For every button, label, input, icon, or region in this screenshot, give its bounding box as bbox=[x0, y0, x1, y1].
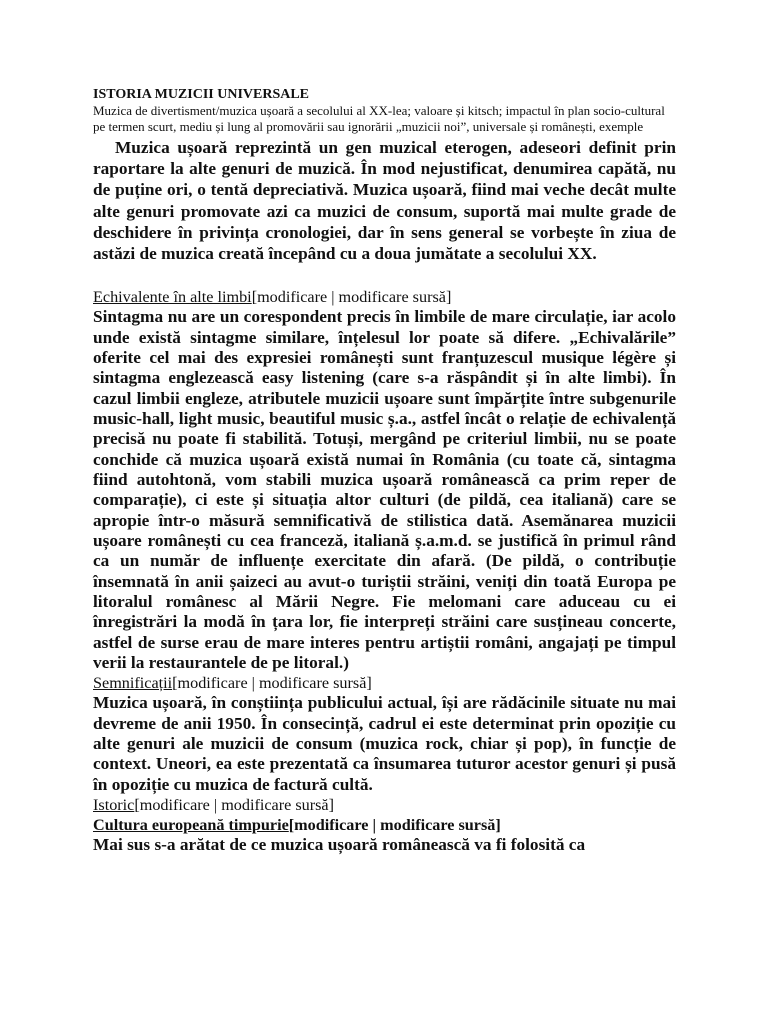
intro-paragraph: Muzica ușoară reprezintă un gen muzical eterogen, adeseori definit prin raportare la alte genuri de muzică. În mod nejustificat, denumirea capătă, nu de puține ori, o tentă depreciativă. Muzica ușoară, fiind mai veche decât multe alte genuri promovate azi ca muzici de consum, suportă mai multe grade de deschidere în privința cronologiei, dar în sens general se vorbește în ziua de astăzi de muzica creată începând cu a doua jumătate a secolului XX. bbox=[93, 138, 676, 264]
section-body-semnificatii: Muzica ușoară, în conștiința publicului actual, își are rădăcinile situate nu mai devreme de anii 1950. În consecință, cadrul ei este determinat prin opoziție cu alte genuri ale muzicii de consum (muzica rock, chiar și pop), în funcție de context. Uneori, ea este prezentată ca însumarea tuturor acestor genuri și pusă în opoziție cu muzica de factură cultă. bbox=[93, 693, 676, 794]
section-heading-istoric bbox=[93, 795, 676, 815]
section-heading-semnificatii bbox=[93, 673, 676, 693]
document-body bbox=[93, 86, 676, 855]
document-subtitle: Muzica de divertisment/muzica ușoară a secolului al XX-lea; valoare și kitsch; impactul în plan socio-cultural pe termen scurt, mediu și lung al promovării sau ignorării „muzicii noi”, universale și românești, exemple bbox=[93, 103, 665, 134]
section-body-cultura-europeana: Mai sus s-a arătat de ce muzica ușoară românească va fi folosită ca bbox=[93, 835, 586, 855]
section-heading-cultura-europeana bbox=[93, 815, 676, 835]
section-heading-echivalente bbox=[93, 287, 676, 307]
document-title: ISTORIA MUZICII UNIVERSALE bbox=[93, 87, 310, 102]
section-body-echivalente: Sintagma nu are un corespondent precis în limbile de mare circulație, iar acolo unde există sintagme similare, înțelesul lor poate să difere. „Echivalările” oferite cel mai des expresiei românești sunt franțuzescul musique légère și sintagma englezească easy listening (care s-a răspândit și în alte limbi). În cazul limbii engleze, atributele muzicii ușoare sunt împărțite între subgenurile music-hall, light music, beautiful music ș.a., astfel încât o relație de echivalență precisă nu poate fi stabilită. Totuși, mergând pe criteriul limbii, nu se poate conchide că muzica ușoară există numai în România (cu toate că, sintagma fiind autohtonă, vom stabili muzica ușoară românească ca prim reper de comparație), ci este și situația altor culturi (de pildă, cea italiană) care se apropie într-o măsură semnificativă de stilistica dată. Asemănarea muzicii ușoare românești cu cea franceză, italiană ș.a.m.d. se justifică în primul rând ca un număr de influențe exercitate din afară. (De pildă, o contribuție însemnată în anii șaizeci au avut-o turiștii străini, veniți din toată Europa pe litoralul românesc al Mării Negre. Fie melomani care aduceau cu ei înregistrări la modă în țara lor, fie interpreți străini care susțineau concerte, astfel de surse erau de mare interes pentru artiștii români, angajați pe timpul verii la restaurantele de pe litoral.) bbox=[93, 307, 676, 673]
edit-links[interactable]: [modificare | modificare sursă] bbox=[172, 674, 372, 693]
section-heading-link[interactable]: Istoric bbox=[93, 796, 135, 815]
section-heading-link[interactable]: Semnificații bbox=[93, 674, 173, 693]
edit-links[interactable]: [modificare | modificare sursă] bbox=[251, 288, 452, 307]
section-heading-link[interactable]: Echivalente în alte limbi bbox=[93, 288, 252, 307]
edit-links[interactable]: [modificare | modificare sursă] bbox=[288, 816, 501, 835]
edit-links[interactable]: [modificare | modificare sursă] bbox=[134, 796, 335, 815]
section-heading-link[interactable]: Cultura europeană timpurie bbox=[93, 816, 289, 835]
